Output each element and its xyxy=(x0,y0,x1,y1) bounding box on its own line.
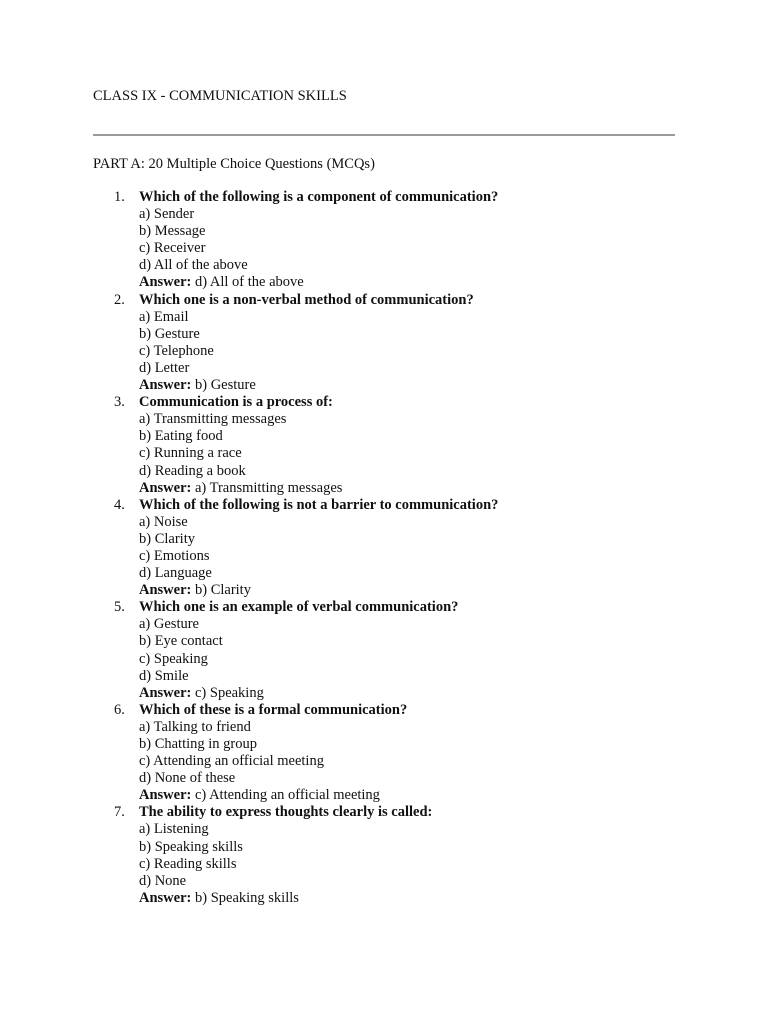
answer-line xyxy=(139,582,498,599)
answer-line xyxy=(139,685,498,702)
answer-label: Answer: xyxy=(139,377,192,394)
question-number: 4. xyxy=(114,496,125,513)
question-number: 3. xyxy=(114,394,125,411)
question-item xyxy=(0,394,498,497)
question-number: 5. xyxy=(114,599,125,616)
question-text: The ability to express thoughts clearly is called: xyxy=(139,804,433,821)
option-b: b) Message xyxy=(139,223,206,240)
option-b: b) Eye contact xyxy=(139,633,223,650)
option-a: a) Email xyxy=(139,308,189,325)
question-item xyxy=(0,599,498,702)
answer-line xyxy=(139,480,498,497)
question-list xyxy=(0,189,498,907)
question-text: Which of the following is a component of communication? xyxy=(139,189,499,205)
answer-value: c) Speaking xyxy=(194,684,264,701)
question-number: 2. xyxy=(114,291,125,308)
answer-value: d) All of the above xyxy=(194,274,304,291)
option-b: b) Clarity xyxy=(139,530,195,547)
option-b: b) Eating food xyxy=(139,428,223,445)
question-text: Communication is a process of: xyxy=(139,394,333,411)
option-a: a) Talking to friend xyxy=(139,718,251,735)
answer-line xyxy=(139,377,498,394)
option-a: a) Transmitting messages xyxy=(139,411,287,428)
answer-label: Answer: xyxy=(139,889,192,906)
question-item xyxy=(0,702,498,805)
option-d: d) Language xyxy=(139,565,212,582)
question-item xyxy=(0,497,498,600)
answer-value: c) Attending an official meeting xyxy=(194,787,380,804)
option-a: a) Gesture xyxy=(139,616,199,633)
question-text: Which one is a non-verbal method of communication? xyxy=(139,291,474,308)
answer-value: a) Transmitting messages xyxy=(194,479,343,496)
question-number: 6. xyxy=(114,701,125,718)
question-item xyxy=(0,292,498,395)
option-d: d) All of the above xyxy=(139,257,248,274)
question-number: 7. xyxy=(114,804,125,821)
option-d: d) Smile xyxy=(139,667,189,684)
option-b: b) Speaking skills xyxy=(139,838,243,855)
option-b: b) Chatting in group xyxy=(139,736,258,752)
answer-label: Answer: xyxy=(139,479,192,496)
option-d: d) None xyxy=(139,872,187,889)
option-c: c) Attending an official meeting xyxy=(139,753,324,770)
option-a: a) Noise xyxy=(139,513,188,530)
question-text: Which of these is a formal communication? xyxy=(139,701,408,718)
question-number: 1. xyxy=(114,189,125,205)
answer-label: Answer: xyxy=(139,787,192,804)
question-item xyxy=(0,189,498,292)
option-b: b) Gesture xyxy=(139,325,200,342)
horizontal-divider xyxy=(93,134,675,136)
answer-label: Answer: xyxy=(139,274,192,291)
answer-line xyxy=(139,890,498,907)
answer-value: b) Gesture xyxy=(194,377,256,394)
option-c: c) Receiver xyxy=(139,240,206,257)
answer-label: Answer: xyxy=(139,684,192,701)
option-c: c) Running a race xyxy=(139,445,242,462)
option-c: c) Emotions xyxy=(139,547,210,564)
option-a: a) Listening xyxy=(139,821,209,838)
answer-line xyxy=(139,274,498,291)
option-c: c) Speaking xyxy=(139,650,208,667)
question-text: Which one is an example of verbal communication? xyxy=(139,599,459,616)
answer-value: b) Speaking skills xyxy=(194,889,299,906)
answer-line xyxy=(139,787,498,804)
option-a: a) Sender xyxy=(139,206,195,223)
question-text: Which of the following is not a barrier to communication? xyxy=(139,496,499,513)
document-title: CLASS IX - COMMUNICATION SKILLS xyxy=(93,88,347,104)
section-title: PART A: 20 Multiple Choice Questions (MCQs) xyxy=(93,156,375,172)
option-d: d) Letter xyxy=(139,359,190,376)
option-c: c) Reading skills xyxy=(139,855,237,872)
option-d: d) None of these xyxy=(139,770,236,787)
option-d: d) Reading a book xyxy=(139,462,246,479)
question-item xyxy=(0,804,498,907)
option-c: c) Telephone xyxy=(139,342,214,359)
answer-value: b) Clarity xyxy=(194,582,251,599)
answer-label: Answer: xyxy=(139,582,192,599)
